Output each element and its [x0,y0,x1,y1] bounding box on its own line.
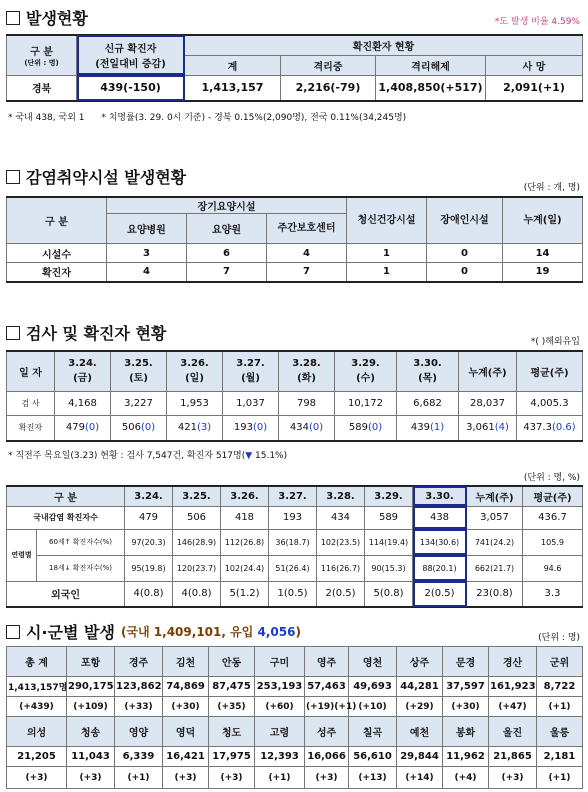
city-diff-cell: (+3) [163,767,209,789]
ltc-header: 장기요양시설 [107,197,347,214]
confirmed-row-label: 확진자 [7,415,55,441]
confirmed-cell: 4 [107,263,187,282]
s4-date-header: 3.28. [317,486,365,506]
city-total-cell: 8,722 [537,677,583,697]
age60-cell: 146(28.9) [173,529,221,555]
city-name-header: 안동 [209,647,255,677]
weekday-text: (수) [356,373,375,385]
down-triangle-icon: ▼ [245,451,253,461]
city-name-header: 울릉 [537,717,583,747]
age18-cell: 95(19.8) [125,555,173,581]
new-cases-value: 439(-150) [77,75,185,101]
city-diff-cell: (+3) [7,767,67,789]
city-diff-cell: (+1) [537,697,583,717]
overseas-count: (0) [252,422,268,434]
section2-unit: (단위 : 개, 명) [523,183,580,193]
city-name-header: 영천 [349,647,397,677]
city-name-header: 총 계 [7,647,67,677]
foreigner-cell: 4(0.8) [125,581,173,607]
gubun-label: 구 분 [30,46,53,58]
age18-cell: 120(23.7) [173,555,221,581]
city-name-header: 봉화 [443,717,489,747]
facility-count-cell: 0 [427,244,503,263]
date-col [335,351,397,391]
section4-unit: (단위 : 명, %) [523,473,580,483]
city-diff-cell: (+35) [209,697,255,717]
city-table [6,646,583,789]
test-cell: 4,168 [55,391,111,415]
status-table [6,34,583,102]
s2-gubun-header: 구 분 [7,197,107,244]
foreigner-cell: 1(0.5) [269,581,317,607]
section3-title-text: 검사 및 확진자 현황 [26,324,167,343]
age60-cell: 114(19.4) [365,529,413,555]
city-diff-cell: (+19)(+1) [305,697,349,717]
confirmed-count: 479 [65,422,85,434]
domestic-cell: 589 [365,506,413,529]
col-deaths: 사 망 [486,55,583,75]
facility-count-cell: 3 [107,244,187,263]
age60-cell: 36(18.7) [269,529,317,555]
date-text: 3.30. [413,358,442,370]
city-total-cell: 74,869 [163,677,209,697]
col-isolating: 격리중 [281,55,376,75]
confirmed-cell [223,415,279,441]
facility-count-cell: 1 [347,244,427,263]
status-header: 확진환자 현황 [185,35,583,55]
city-diff-cell: (+3) [489,767,537,789]
overseas-count: (0) [84,422,100,434]
date-col [111,351,167,391]
date-col [55,351,111,391]
city-diff-cell: (+13) [349,767,397,789]
confirmed-count: 437.3 [523,422,552,434]
age18-cell: 102(24.4) [221,555,269,581]
city-name-header: 문경 [443,647,489,677]
domestic-cell: 479 [125,506,173,529]
domestic-cell: 434 [317,506,365,529]
age18-cell: 88(20.1) [413,555,467,581]
confirmed-count: 193 [233,422,253,434]
domestic-cell: 193 [269,506,317,529]
mental-health-header: 청신건강시설 [347,197,427,244]
disabled-header: 장애인시설 [427,197,503,244]
confirmed-count: 506 [121,422,141,434]
weekday-text: (금) [73,373,92,385]
s4-date-header: 3.26. [221,486,269,506]
s4-average-header: 평균(주) [523,486,583,506]
total-value: 1,413,157 [185,75,281,101]
age18-cell: 51(26.4) [269,555,317,581]
test-cell: 798 [279,391,335,415]
s4-date-header: 3.25. [173,486,221,506]
domestic-cell: 438 [413,506,467,529]
city-diff-cell: (+1) [537,767,583,789]
weekday-text: (목) [418,373,437,385]
section3-title [6,321,166,344]
city-name-header: 영주 [305,647,349,677]
s4-gubun-header: 구 분 [7,486,125,506]
age60-cell: 102(23.5) [317,529,365,555]
section5-unit: (단위 : 명) [538,633,580,643]
weekday-text: (화) [297,373,316,385]
date-col [279,351,335,391]
city-diff-cell: (+109) [67,697,115,717]
section2-title [6,165,186,188]
confirmed-count: 3,061 [466,422,495,434]
gubun-header [7,35,77,75]
city-name-header: 구미 [255,647,305,677]
daycare-header: 주간보호센터 [267,214,347,244]
city-name-header: 포항 [67,647,115,677]
city-total-cell: 253,193 [255,677,305,697]
domestic-label: (국내 [120,625,154,639]
city-total-cell: 56,610 [349,747,397,767]
average-header: 평균(주) [517,351,583,391]
cumulative-header: 누계(주) [459,351,517,391]
city-total-cell: 29,844 [397,747,443,767]
domestic-cell: 418 [221,506,269,529]
age18-cell: 94.6 [523,555,583,581]
domestic-total: 1,409,101 [153,625,222,639]
facility-count-cell: 6 [187,244,267,263]
new-cases-header [77,35,185,75]
s4-date-header-highlight: 3.30. [413,486,467,506]
age60-label: 60세↑ 확진자수(%) [37,529,125,555]
row-label-gyeongbuk: 경북 [7,75,77,101]
date-text: 3.28. [292,358,321,370]
foreigner-cell: 3.3 [523,581,583,607]
vulnerable-facility-table [6,196,583,283]
city-name-header: 성주 [305,717,349,747]
confirmed-cell [397,415,459,441]
import-total: 4,056 [257,625,296,639]
col-released: 격리해제 [376,55,486,75]
weekday-text: (일) [185,373,204,385]
overseas-count: (0.6) [551,422,576,434]
age60-cell: 112(26.8) [221,529,269,555]
isolating-value: 2,216(-79) [281,75,376,101]
city-total-cell: 6,339 [115,747,163,767]
overseas-count: (4) [494,422,509,434]
overseas-count: (0) [140,422,156,434]
prev-week-pct: 15.1%) [252,451,288,461]
foreigner-cell: 2(0.5) [317,581,365,607]
overseas-note: *( )해외유입 [530,337,580,347]
city-total-cell: 1,413,157명 [7,677,67,697]
s4-cumulative-header: 누계(주) [467,486,523,506]
city-total-cell: 290,175 [67,677,115,697]
section5-title-text: 시·군별 발생 [26,623,115,642]
facility-count-cell: 4 [267,244,347,263]
city-name-header: 예천 [397,717,443,747]
foreigner-cell: 4(0.8) [173,581,221,607]
weekday-text: (토) [129,373,148,385]
foreigner-cell: 23(0.8) [467,581,523,607]
overseas-count: (1) [429,422,445,434]
test-cell: 28,037 [459,391,517,415]
test-cell: 6,682 [397,391,459,415]
age60-cell: 97(20.3) [125,529,173,555]
date-header: 일 자 [7,351,55,391]
checkbox-square-icon [6,625,20,639]
city-total-cell: 57,463 [305,677,349,697]
confirmed-label: 확진자 [7,263,107,282]
confirmed-count: 439 [410,422,430,434]
domestic-confirmed-label: 국내감염 확진자수 [7,506,125,529]
overseas-count: (0) [308,422,324,434]
facility-count-cell: 14 [503,244,583,263]
city-diff-cell: (+439) [7,697,67,717]
city-diff-cell: (+47) [489,697,537,717]
city-diff-cell: (+3) [67,767,115,789]
city-total-cell: 37,597 [443,677,489,697]
city-name-header: 영덕 [163,717,209,747]
released-value: 1,408,850(+517) [376,75,486,101]
city-diff-cell: (+10) [349,697,397,717]
city-name-header: 의성 [7,717,67,747]
prev-week-note [8,448,287,461]
confirmed-cell [55,415,111,441]
city-total-cell: 44,281 [397,677,443,697]
confirmed-cell: 1 [347,263,427,282]
new-cases-sub-label: (전일대비 증감) [95,59,166,71]
age60-cell: 741(24.2) [467,529,523,555]
age18-cell: 116(26.7) [317,555,365,581]
confirmed-cell [279,415,335,441]
city-name-header: 경산 [489,647,537,677]
city-total-cell: 11,962 [443,747,489,767]
test-cell: 1,037 [223,391,279,415]
s2-total-header: 누계(일) [503,197,583,244]
city-total-cell: 17,975 [209,747,255,767]
city-total-cell: 16,421 [163,747,209,767]
city-total-cell: 16,066 [305,747,349,767]
date-text: 3.27. [236,358,265,370]
confirmed-count: 421 [177,422,197,434]
city-name-header: 청도 [209,717,255,747]
city-diff-cell: (+33) [115,697,163,717]
foreigner-cell: 5(0.8) [365,581,413,607]
section2-title-text: 감염취약시설 발생현황 [26,168,187,187]
age-group-label: 연령별 [7,529,37,581]
nursing-hospital-header: 요양병원 [107,214,187,244]
city-diff-cell: (+1) [255,767,305,789]
nursing-home-header: 요양원 [187,214,267,244]
age60-cell: 105.9 [523,529,583,555]
test-cell: 1,953 [167,391,223,415]
weekday-text: (월) [241,373,260,385]
city-diff-cell: (+3) [305,767,349,789]
overseas-count: (3) [196,422,212,434]
city-total-cell: 21,865 [489,747,537,767]
date-col [397,351,459,391]
facility-count-label: 시설수 [7,244,107,263]
test-cell: 10,172 [335,391,397,415]
s4-date-header: 3.29. [365,486,413,506]
section5-subtitle [121,623,301,640]
footnote-domestic-foreign [8,110,406,123]
foreigner-cell: 5(1.2) [221,581,269,607]
city-total-cell: 49,693 [349,677,397,697]
city-total-cell: 12,393 [255,747,305,767]
city-name-header: 고령 [255,717,305,747]
age18-cell: 662(21.7) [467,555,523,581]
date-text: 3.26. [180,358,209,370]
confirmed-cell [111,415,167,441]
city-total-cell: 21,205 [7,747,67,767]
city-total-cell: 2,181 [537,747,583,767]
date-col [223,351,279,391]
city-total-cell: 87,475 [209,677,255,697]
date-text: 3.25. [124,358,153,370]
province-ratio-note: *도 발생 비율 4.59% [494,17,580,27]
overseas-count: (0) [367,422,383,434]
city-name-header: 칠곡 [349,717,397,747]
section1-title-text: 발생현황 [26,9,88,28]
checkbox-square-icon [6,11,20,25]
checkbox-square-icon [6,170,20,184]
import-label: , 유입 [221,625,258,639]
city-name-header: 군위 [537,647,583,677]
confirmed-cell: 7 [267,263,347,282]
confirmed-cell: 0 [427,263,503,282]
city-diff-cell: (+60) [255,697,305,717]
footnote-2: * 치명률(3. 29. 0시 기준) - 경북 0.15%(2,090명), 전국 0.11%(34,245명) [101,113,407,123]
age18-cell: 90(15.3) [365,555,413,581]
city-name-header: 경주 [115,647,163,677]
date-text: 3.29. [351,358,380,370]
test-row-label: 검 사 [7,391,55,415]
section5-title [6,620,301,643]
confirmed-cell [459,415,517,441]
confirmed-cell: 19 [503,263,583,282]
test-table [6,350,583,442]
unit-label: (단위 : 명) [24,58,59,67]
test-cell: 3,227 [111,391,167,415]
col-total: 계 [185,55,281,75]
city-name-header: 영양 [115,717,163,747]
confirmed-cell [517,415,583,441]
test-cell: 4,005.3 [517,391,583,415]
footnote-1: * 국내 438, 국외 1 [8,113,85,123]
s4-date-header: 3.24. [125,486,173,506]
city-name-header: 김천 [163,647,209,677]
age-table [6,485,583,608]
foreigner-label: 외국인 [7,581,125,607]
city-diff-cell: (+3) [209,767,255,789]
date-col [167,351,223,391]
section1-title [6,6,88,29]
city-name-header: 청송 [67,717,115,747]
confirmed-cell: 7 [187,263,267,282]
domestic-cell: 436.7 [523,506,583,529]
city-total-cell: 161,923 [489,677,537,697]
city-diff-cell: (+4) [443,767,489,789]
confirmed-count: 434 [289,422,309,434]
age60-cell: 134(30.6) [413,529,467,555]
age18-label: 18세↓ 확진자수(%) [37,555,125,581]
city-diff-cell: (+30) [163,697,209,717]
date-text: 3.24. [68,358,97,370]
confirmed-cell [167,415,223,441]
domestic-cell: 506 [173,506,221,529]
city-name-header: 상주 [397,647,443,677]
checkbox-square-icon [6,326,20,340]
deaths-value: 2,091(+1) [486,75,583,101]
foreigner-cell: 2(0.5) [413,581,467,607]
city-total-cell: 11,043 [67,747,115,767]
city-diff-cell: (+1) [115,767,163,789]
new-cases-label: 신규 확진자 [104,44,157,56]
city-total-cell: 123,862 [115,677,163,697]
confirmed-cell [335,415,397,441]
domestic-cell: 3,057 [467,506,523,529]
close-paren: ) [295,625,301,639]
prev-week-text: * 직전주 목요일(3.23) 현황 : 검사 7,547건, 확진자 517명( [8,451,246,461]
city-diff-cell: (+29) [397,697,443,717]
city-diff-cell: (+14) [397,767,443,789]
city-diff-cell: (+30) [443,697,489,717]
city-name-header: 울진 [489,717,537,747]
s4-date-header: 3.27. [269,486,317,506]
confirmed-count: 589 [348,422,368,434]
